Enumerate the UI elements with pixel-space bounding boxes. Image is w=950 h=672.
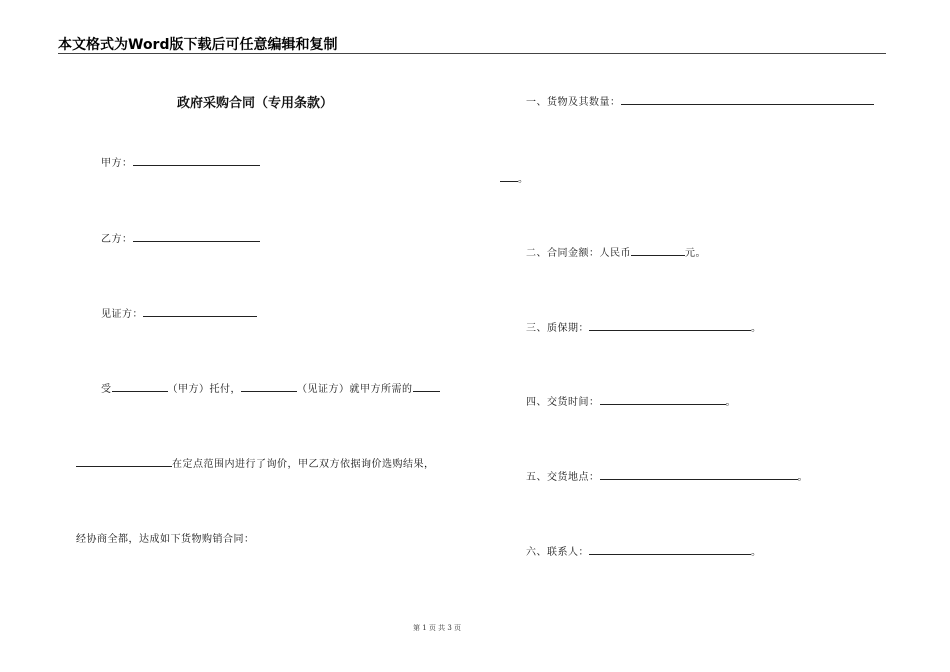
party-a-label: 甲方：	[101, 158, 133, 169]
delivery-time-blank[interactable]	[600, 394, 726, 405]
goods-quantity-blank-cont[interactable]	[500, 171, 518, 182]
delivery-time-end: 。	[725, 397, 736, 408]
entrust-start: 受	[101, 384, 112, 395]
entrust-blank-a[interactable]	[112, 381, 168, 392]
contract-amount-line	[526, 244, 706, 259]
inquiry-text: 在定点范围内进行了询价，甲乙双方依据询价选购结果，	[172, 459, 435, 470]
warranty-period-end: 。	[751, 323, 762, 334]
entrust-paragraph	[101, 380, 440, 395]
goods-quantity-line	[526, 93, 874, 108]
party-b-label: 乙方：	[101, 234, 133, 245]
witness-label: 见证方：	[101, 309, 143, 320]
contact-person-label: 六、联系人：	[526, 547, 589, 558]
contract-amount-blank[interactable]	[631, 245, 685, 256]
contract-amount-label: 二、合同金额：人民币	[526, 248, 631, 259]
goods-quantity-continuation	[500, 170, 529, 185]
contract-title: 政府采购合同（专用条款）	[177, 96, 334, 111]
entrust-text-a: （甲方）托付，	[167, 384, 241, 395]
agreement-paragraph: 经协商全都，达成如下货物购销合同：	[76, 534, 255, 545]
download-notice-header: 本文格式为Word版下载后可任意编辑和复制	[58, 37, 338, 53]
delivery-location-end: 。	[797, 472, 808, 483]
page-number-footer: 第 1 页 共 3 页	[413, 624, 462, 632]
party-b-blank[interactable]	[133, 231, 260, 242]
delivery-location-blank[interactable]	[600, 469, 798, 480]
witness-line	[101, 305, 257, 320]
warranty-period-label: 三、质保期：	[526, 323, 589, 334]
party-a-line	[101, 154, 260, 169]
party-b-line	[101, 230, 260, 245]
delivery-location-label: 五、交货地点：	[526, 472, 600, 483]
goods-quantity-label: 一、货物及其数量：	[526, 97, 621, 108]
delivery-time-line	[526, 393, 736, 408]
warranty-period-blank[interactable]	[589, 320, 751, 331]
entrust-text-b: （见证方）就甲方所需的	[297, 384, 413, 395]
witness-blank[interactable]	[143, 306, 257, 317]
delivery-time-label: 四、交货时间：	[526, 397, 600, 408]
warranty-period-line	[526, 319, 762, 334]
contact-person-line	[526, 543, 762, 558]
contact-person-blank[interactable]	[589, 544, 751, 555]
party-a-blank[interactable]	[133, 155, 260, 166]
entrust-blank-c[interactable]	[413, 381, 440, 392]
contract-amount-unit: 元。	[685, 248, 706, 259]
goods-quantity-period: 。	[518, 174, 529, 185]
inquiry-paragraph	[76, 455, 435, 470]
contact-person-end: 。	[751, 547, 762, 558]
inquiry-blank[interactable]	[76, 456, 172, 467]
entrust-blank-b[interactable]	[241, 381, 297, 392]
delivery-location-line	[526, 468, 808, 483]
goods-quantity-blank[interactable]	[621, 94, 874, 105]
header-divider	[58, 53, 886, 54]
